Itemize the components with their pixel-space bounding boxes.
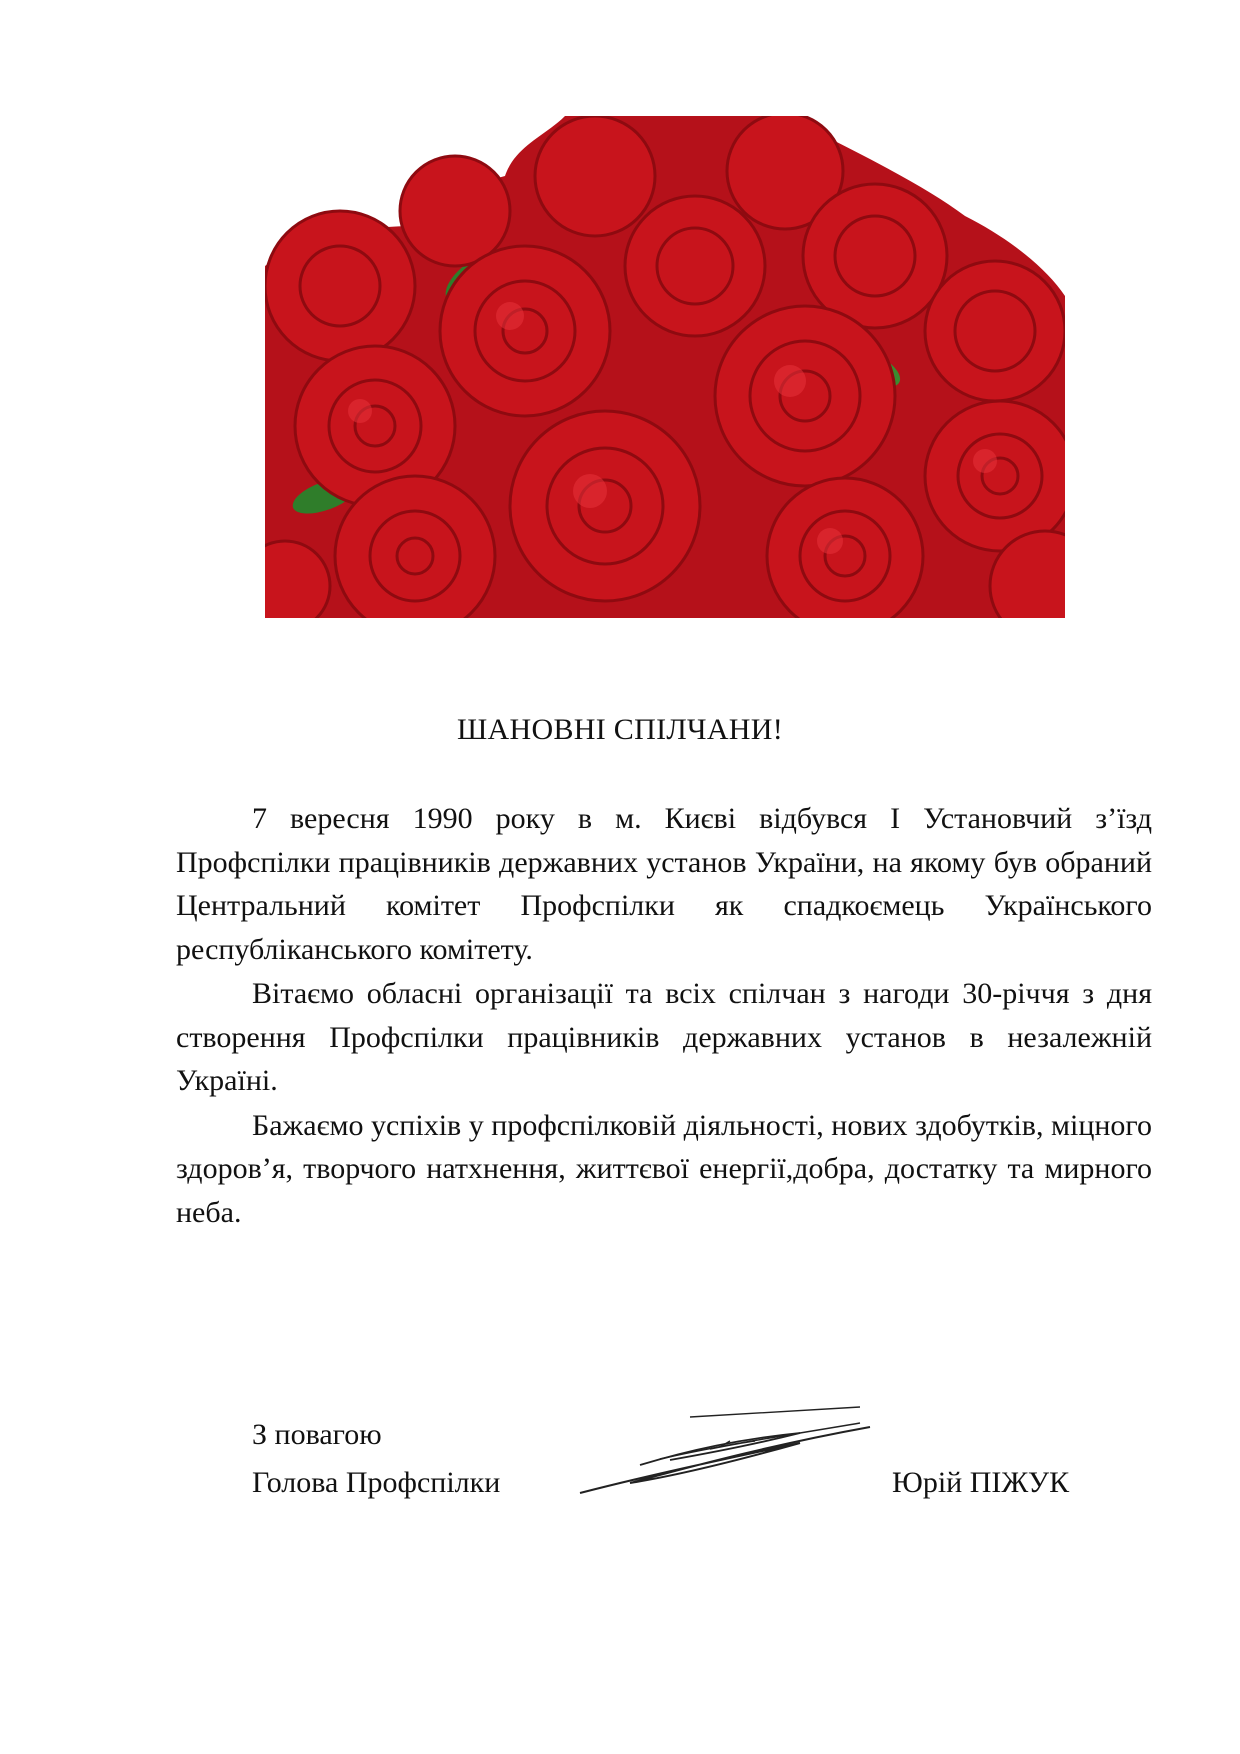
roses-image [265, 116, 1065, 618]
closing-regards: З повагою [252, 1418, 382, 1451]
paragraph-founding: 7 вересня 1990 року в м. Києві відбувся І Установчий з’їзд Профспілки працівників державних установ України, на якому був обраний Центральний комітет Профспілки як спадкоємець Українського республіканського комітету. [176, 802, 1152, 966]
letter-title: ШАНОВНІ СПІЛЧАНИ! [456, 713, 784, 746]
signer-position: Голова Профспілки [252, 1466, 501, 1499]
red-roses-image-icon [265, 116, 1065, 618]
handwritten-signature-icon [570, 1405, 890, 1505]
signer-name: Юрій ПІЖУК [892, 1466, 1070, 1499]
paragraph-congratulation: Вітаємо обласні організації та всіх спілчан з нагоди 30-річчя з дня створення Профспілки працівників державних установ в незалежній Україні. [176, 977, 1152, 1097]
letter-body [176, 797, 1152, 1234]
paragraph-wishes: Бажаємо успіхів у профспілковій діяльності, нових здобутків, міцного здоров’я, творчого натхнення, життєвої енергії,добра, достатку та мирного неба. [176, 1108, 1152, 1229]
